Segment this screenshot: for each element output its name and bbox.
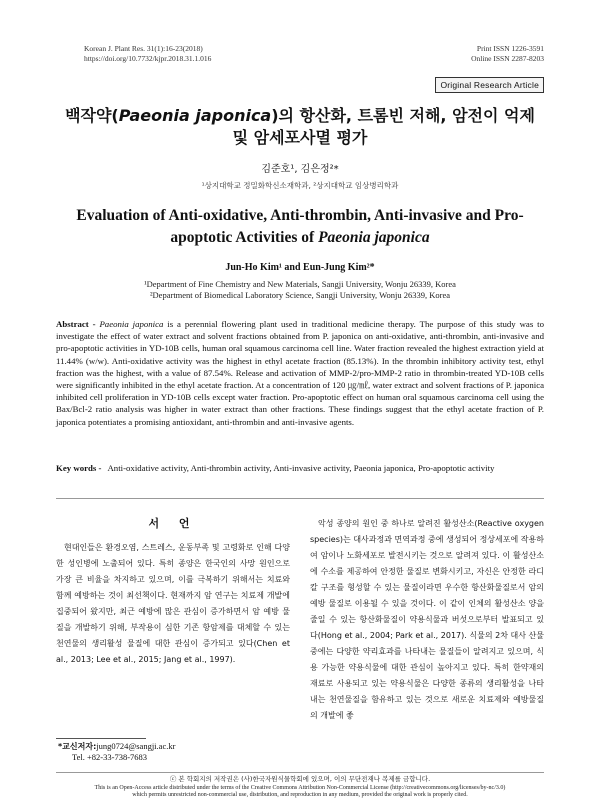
keywords-text: Anti-oxidative activity, Anti-thrombin activity, Anti-invasive activity, Paeonia japonica, Pro-apoptotic activity: [107, 463, 495, 473]
online-issn: Online ISSN 2287-8203: [471, 54, 544, 63]
abstract-body: is a perennial flowering plant used in traditional medicine therapy. The purpose of this study was to investigate the effect of water extract and solvent fractions obtained from P. japonica on anti-oxidative, anti-thrombin, anti-invasive and pro-apoptotic activities in YD-10B cells, human oral squamous carcinoma cell line. Water fraction revealed the highest extraction yield at 11.44% (w/w). Anti-oxidative activity was the highest in ethyl acetate fraction (85.13%). In the thrombin inhibitory activity test, ethyl fraction was the highest, with a value of 87.54%. Release and activation of MMP-2/pro-MMP-2 ratio in thrombin-treated YD-10B cells were significantly inhibited in the ethyl acetate fraction. At a concentration of 120 ㎍/㎖, water extract and solvent fractions of P. japonica inhibited cell proliferation in YD-10B cells except water fraction. Pro-apoptotic effect on human oral squamous carcinoma cell using the Bax/Bcl-2 ratio analysis was higher in water extract than other fractions. These findings suggest that the ethyl acetate fraction of P. japonica potentiates a promising antioxidant, anti-thrombin and anti-invasive agents.: [56, 319, 544, 427]
title-korean: [56, 105, 544, 149]
copyright-notice: ⓒ 본 학회지의 저작권은 (사)한국자원식물학회에 있으며, 이의 무단전재나 복제를 금합니다.: [169, 775, 431, 783]
issn-meta: [471, 44, 544, 64]
abstract: [56, 318, 544, 428]
license-line-1: This is an Open-Access article distributed under the terms of the Creative Commons Attribution Non-Commercial License (http://creativecommons.org/licenses/by-nc/3.0): [94, 785, 506, 791]
journal-meta: [84, 44, 211, 64]
corr-label: *교신저자:: [58, 742, 97, 751]
intro-paragraph-right: 악성 종양의 원인 중 하나로 알려진 활성산소(Reactive oxygen species)는 대사과정과 면역과정 중에 생성되어 정상세포에 작용하여 암이나 노화세포로 발전시키는 것으로 알려져 있다. 이 활성산소에 수소를 제공하여 안정한 물질로 변화시키고, 자신은 안정한 라디칼 구조를 형성할 수 있는 물질이라면 우수한 항산화물질로서 암의 예방 물질로 이용될 수 있을 것이다. 이 같이 인체의 활성산소 양을 줄일 수 있는 항산화물질이 약용식물과 버섯으로부터 발표되고 있다(Hong et al., 2004; Park et al., 2017). 식물의 2차 대사 산물 중에는 다양한 약리효과를 나타내는 물질들이 알려지고 있으며, 식용 가능한 약용식물에 대한 관심이 높아지고 있다. 특히 한약재의 재료로 사용되고 있는 약용식물은 다양한 종류의 생리활성을 나타내는 천연물질을 함유하고 있는 것으로 새로운 치료제와 예방물질의 개발에 좋: [310, 519, 544, 720]
footnote-divider: [56, 738, 146, 739]
corresponding-author: [58, 741, 175, 763]
article-type-badge: Original Research Article: [435, 77, 544, 93]
title-ko-species: Paeonia japonica: [118, 106, 272, 125]
authors-korean: 김준호¹, 김은정²*: [261, 164, 339, 175]
abstract-label: Abstract -: [56, 319, 96, 329]
title-english: [56, 205, 544, 249]
title-en-pre: Evaluation of Anti-oxidative, Anti-thrombin, Anti-invasive and Pro-apoptotic Activities of: [76, 207, 524, 246]
title-en-species: Paeonia japonica: [318, 229, 430, 246]
print-issn: Print ISSN 1226-3591: [476, 44, 544, 53]
section-divider: [56, 498, 544, 499]
license-notice: [30, 785, 570, 799]
affiliation-2: ²Department of Biomedical Laboratory Science, Sangji University, Wonju 26339, Korea: [150, 290, 450, 300]
affiliations-korean: ¹상지대학교 정밀화학신소재학과, ²상지대학교 임상병리학과: [201, 181, 399, 190]
journal-citation: Korean J. Plant Res. 31(1):16-23(2018): [84, 44, 203, 53]
corr-tel: Tel. +82-33-738-7683: [72, 752, 148, 762]
abstract-species: Paeonia japonica: [99, 319, 164, 329]
intro-heading: 서 언: [148, 517, 198, 530]
body-column-left: [56, 516, 290, 668]
intro-paragraph-left: 현대인들은 환경오염, 스트레스, 운동부족 및 고령화로 인해 다양한 성인병에 노출되어 있다. 특히 종양은 한국인의 사망 원인으로 가장 큰 비율을 차지하고 있으며, 이를 극복하기 위해서는 치료와 함께 예방하는 것이 최선책이다. 현재까지 암 연구는 치료제 개발에 집중되어 왔지만, 최근 예방에 많은 관심이 증가하면서 암 예방 물질을 개발하기 위해, 부작용이 심한 기존 항암제를 대체할 수 있는 천연물의 생리활성 물질에 대한 관심이 증가되고 있다(Chen et al., 2013; Lee et al., 2015; Jang et al., 1997).: [56, 543, 290, 664]
license-line-2: which permits unrestricted non-commercial use, distribution, and reproduction in any medium, provided the original work is properly cited.: [132, 792, 468, 798]
body-column-right: [310, 516, 544, 724]
title-ko-pre: 백작약(: [65, 106, 119, 125]
doi-link[interactable]: https://doi.org/10.7732/kjpr.2018.31.1.016: [84, 54, 212, 63]
authors-english: Jun-Ho Kim¹ and Eun-Jung Kim²*: [225, 262, 375, 273]
keywords: [56, 462, 544, 474]
corr-email[interactable]: jung0724@sangji.ac.kr: [96, 741, 176, 751]
footer-divider: [56, 772, 544, 773]
affiliations-english: [56, 279, 544, 301]
keywords-label: Key words -: [56, 463, 102, 473]
affiliation-1: ¹Department of Fine Chemistry and New Materials, Sangji University, Wonju 26339, Korea: [144, 279, 456, 289]
title-ko-post: )의 항산화, 트롬빈 저해, 암전이 억제 및 암세포사멸 평가: [232, 106, 535, 147]
